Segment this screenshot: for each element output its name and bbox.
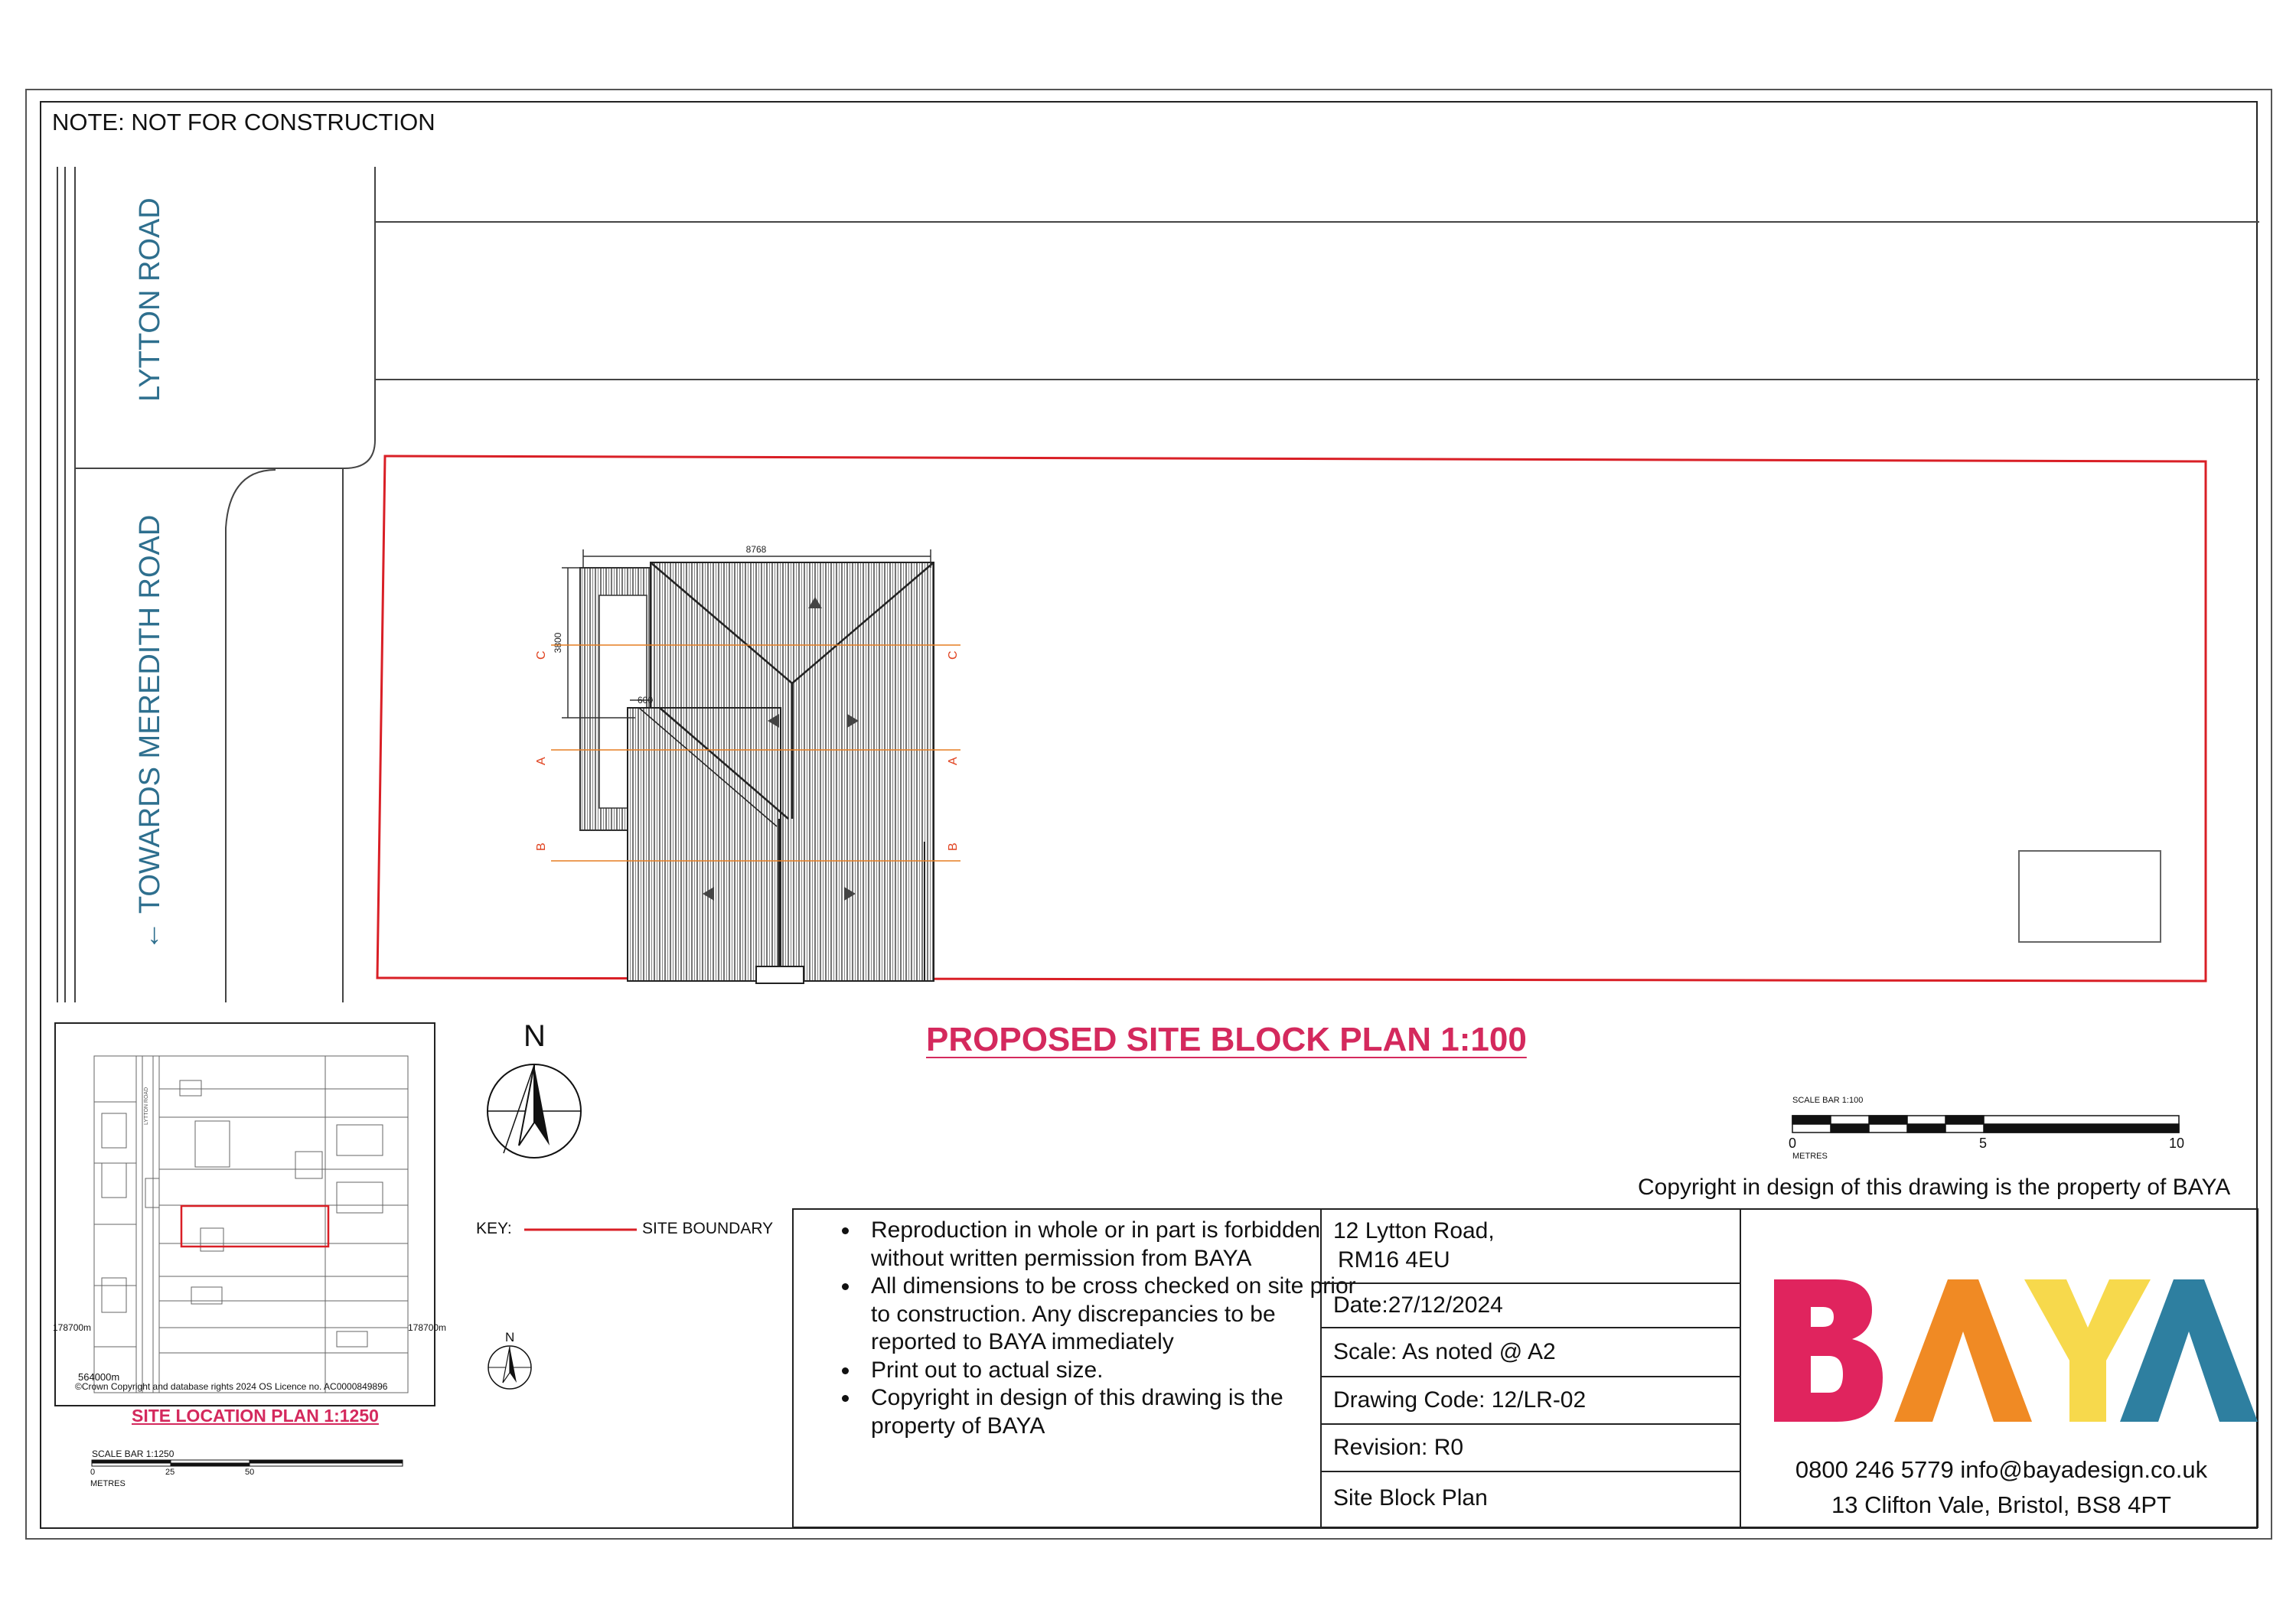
location-plan-title: SITE LOCATION PLAN 1:1250 bbox=[132, 1406, 379, 1426]
north-label-small: N bbox=[505, 1330, 515, 1344]
location-scale-tick-50: 50 bbox=[245, 1468, 255, 1477]
note-item: • Copyright in design of this drawing is the property of BAYA bbox=[860, 1384, 1358, 1440]
location-plan-frame bbox=[55, 1023, 435, 1406]
key-site-boundary: SITE BOUNDARY bbox=[642, 1220, 774, 1237]
north-label: N bbox=[523, 1019, 546, 1053]
drawing-code-cell: Drawing Code: 12/LR-02 bbox=[1321, 1377, 1740, 1425]
copyright-line: Copyright in design of this drawing is the property of BAYA bbox=[1638, 1175, 2231, 1200]
location-credit: ©Crown Copyright and database rights 2024 OS Licence no. AC0000849896 bbox=[75, 1381, 388, 1392]
location-scale-label: SCALE BAR 1:1250 bbox=[92, 1449, 174, 1459]
date-cell: Date:27/12/2024 bbox=[1321, 1284, 1740, 1328]
dimension-depth: 3800 bbox=[553, 632, 563, 653]
address-cell bbox=[1321, 1211, 1740, 1284]
scale-bar-location bbox=[92, 1460, 403, 1466]
location-plan-map bbox=[94, 1056, 408, 1393]
drawing-title-cell: Site Block Plan bbox=[1333, 1485, 1488, 1511]
dimension-overhang: 600 bbox=[637, 695, 654, 706]
section-marker-b-right: B bbox=[947, 842, 960, 851]
company-phone-email: 0800 246 5779 info@bayadesign.co.uk bbox=[1795, 1456, 2208, 1483]
meredith-road-label: ← TOWARDS MEREDITH ROAD bbox=[134, 514, 166, 950]
outbuilding bbox=[2019, 851, 2161, 942]
section-marker-c-right: C bbox=[947, 650, 960, 660]
location-scale-units: METRES bbox=[90, 1479, 126, 1488]
construction-note: NOTE: NOT FOR CONSTRUCTION bbox=[52, 109, 435, 135]
scale-units: METRES bbox=[1792, 1152, 1828, 1161]
note-item: • Print out to actual size. bbox=[860, 1357, 1358, 1385]
drawing-notes bbox=[813, 1217, 1358, 1440]
note-item: • All dimensions to be cross checked on site prior to construction. Any discrepancies to be reported to BAYA immediately bbox=[860, 1273, 1358, 1357]
address-line-1: 12 Lytton Road, bbox=[1333, 1218, 1495, 1243]
revision-cell: Revision: R0 bbox=[1321, 1425, 1740, 1472]
section-marker-c-left: C bbox=[535, 650, 548, 660]
scale-tick-5: 5 bbox=[1979, 1136, 1988, 1151]
dimension-width: 8768 bbox=[745, 544, 767, 555]
location-road-label: LYTTON ROAD bbox=[144, 1087, 149, 1125]
location-northing-right: 178700m bbox=[408, 1322, 447, 1333]
section-marker-a-left: A bbox=[535, 757, 548, 765]
house-roof-plan bbox=[580, 562, 934, 983]
section-marker-b-left: B bbox=[535, 842, 548, 851]
scale-cell: Scale: As noted @ A2 bbox=[1321, 1328, 1740, 1377]
logo-letter-b bbox=[1774, 1279, 1883, 1422]
location-northing-left: 178700m bbox=[53, 1322, 92, 1333]
company-contact bbox=[1745, 1452, 2258, 1523]
address-line-2: RM16 4EU bbox=[1338, 1247, 1450, 1273]
scale-tick-0: 0 bbox=[1789, 1136, 1797, 1151]
key-label: KEY: bbox=[476, 1220, 512, 1237]
logo-letter-a-blue bbox=[2120, 1279, 2258, 1422]
north-arrow-small bbox=[488, 1346, 531, 1389]
north-arrow bbox=[488, 1064, 581, 1158]
note-item: • Reproduction in whole or in part is forbidden without written permission from BAYA bbox=[860, 1217, 1358, 1273]
road-lines bbox=[57, 167, 2259, 1002]
logo-letter-a-orange bbox=[1894, 1279, 2032, 1422]
location-easting: 564000m bbox=[78, 1371, 120, 1383]
scale-bar-plan bbox=[1792, 1116, 2179, 1133]
plan-title: PROPOSED SITE BLOCK PLAN 1:100 bbox=[926, 1021, 1527, 1058]
location-site-boundary bbox=[181, 1206, 328, 1247]
lytton-road-label: LYTTON ROAD bbox=[134, 197, 166, 402]
scale-tick-10: 10 bbox=[2169, 1136, 2185, 1151]
company-address: 13 Clifton Vale, Bristol, BS8 4PT bbox=[1831, 1491, 2171, 1518]
location-scale-tick-25: 25 bbox=[165, 1468, 175, 1477]
section-marker-a-right: A bbox=[947, 757, 960, 765]
location-scale-tick-0: 0 bbox=[90, 1468, 96, 1477]
baya-logo bbox=[1774, 1279, 2258, 1422]
scale-bar-label: SCALE BAR 1:100 bbox=[1792, 1096, 1864, 1105]
